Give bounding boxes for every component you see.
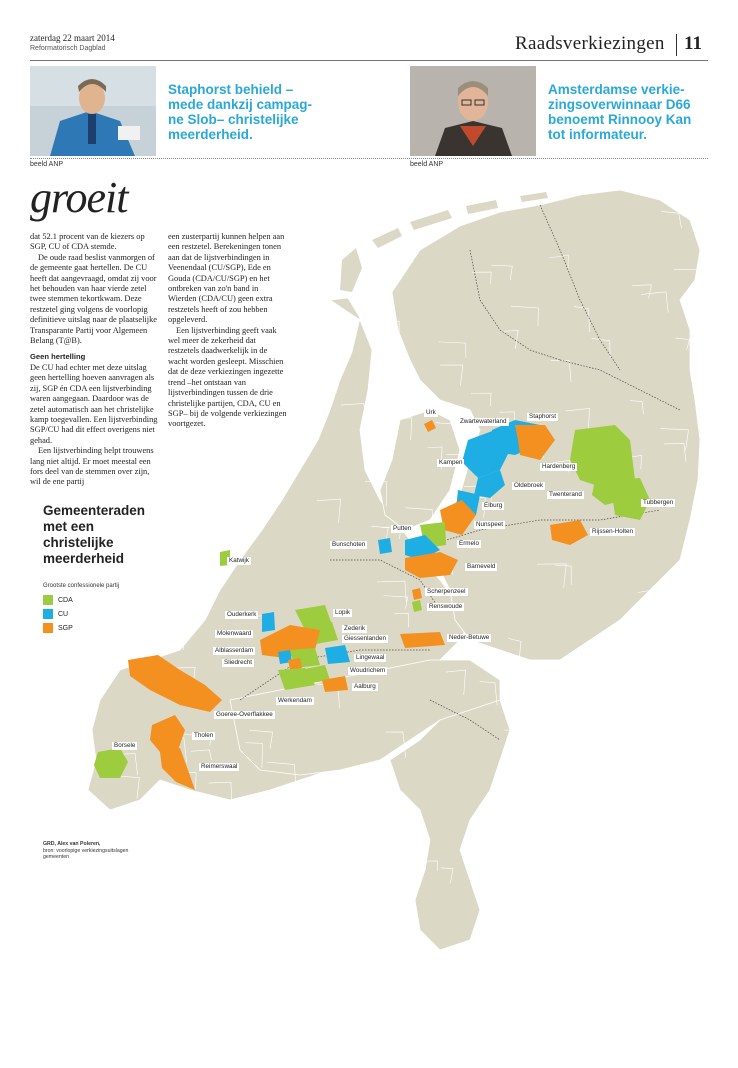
paragraph: Een lijstverbinding geeft vaak wel meer de zekerheid dat restzetels daadwerkelijk in de wacht worden gesleept. Misschien dat de deze verkiezingen ingezette trend –het ontstaan van lijstverbindingen tussen de drie christelijke partijen, CDA, CU en SGP– bij de volgende verkiezingen voortgezet. (168, 325, 287, 429)
municipality-border (235, 492, 262, 514)
paragraph: Een lijstverbinding helpt trouwens lang niet altijd. Er moet meestal een fors deel van de stemmen over zijn, wil de ene partij (30, 446, 154, 487)
teaser-line: meerderheid. (168, 127, 253, 142)
place-label-giessenlanden: Giessenlanden (344, 635, 387, 642)
place-label-goeree-overflakkee: Goeree-Overflakkee (216, 711, 273, 718)
place-label-neder-betuwe: Neder-Betuwe (449, 634, 490, 641)
place-label-woudrichem: Woudrichem (350, 667, 386, 674)
municipality-border (545, 773, 567, 792)
land-vlieland (372, 228, 402, 248)
map-title-line: meerderheid (43, 551, 125, 566)
municipality-border (562, 707, 578, 729)
municipality-border (597, 897, 616, 916)
photo-credit: beeld ANP (30, 161, 64, 168)
source-line: gemeenten (43, 854, 69, 861)
municipality-border (169, 873, 198, 896)
municipality-border (156, 877, 172, 901)
map-source (43, 841, 128, 861)
municipality-border (340, 840, 365, 864)
subheading: Geen hertelling (30, 352, 86, 362)
municipality-border (670, 784, 699, 798)
source-line: bron: voorlopige verkiezingsuitslagen (43, 847, 129, 854)
land-texel (340, 248, 362, 292)
source-line: GRD, Alex van Poleren, (43, 841, 101, 847)
legend-item-sgp (43, 623, 73, 633)
photo-credit: beeld ANP (410, 161, 444, 168)
map-title-line: met een (43, 519, 95, 534)
muni-ouderkerk (262, 612, 275, 632)
place-label-molenwaard: Molenwaard (217, 630, 252, 637)
place-label-zederik: Zederik (344, 625, 365, 632)
paragraph: De CU had echter met deze uitslag geen hertelling hoeven aanvragen als zij, SGP én CDA een lijstverbinding waren aangegaan. Daardoor was de zetel automatisch aan het christelijke kamp toegevallen. Een lijstverbinding SGP/CU had dit effect overigens niet gehad. (30, 362, 158, 445)
page-number: 11 (684, 33, 702, 54)
place-label-nunspeet: Nunspeet (476, 521, 503, 528)
municipality-border (378, 321, 399, 336)
place-label-tholen: Tholen (194, 732, 214, 739)
municipality-border (557, 666, 575, 691)
headline-fragment: groeit (30, 173, 128, 222)
municipality-border (578, 763, 594, 784)
place-label-scherpenzeel: Scherpenzeel (427, 588, 466, 595)
teaser-line: tot informateur. (548, 127, 648, 142)
legend-label: CU (58, 610, 69, 618)
place-label-hardenberg: Hardenberg (542, 463, 576, 470)
muni-sliedrecht (288, 658, 302, 670)
section-title: Raadsverkiezingen (515, 33, 665, 54)
municipality-border (493, 834, 509, 857)
place-label-werkendam: Werkendam (278, 697, 312, 704)
municipality-border (162, 462, 175, 474)
municipality-border (302, 230, 315, 252)
legend-swatch (43, 623, 53, 633)
legend-label: CDA (58, 596, 73, 604)
municipality-border (307, 283, 331, 296)
legend-item-cda (43, 595, 73, 605)
municipality-border (165, 632, 184, 650)
municipality-border (503, 876, 518, 898)
place-label-kampen: Kampen (439, 459, 463, 466)
municipality-border (310, 375, 336, 393)
place-label-lopik: Lopik (335, 609, 351, 616)
municipality-border (182, 491, 209, 513)
land-terschelling (410, 210, 452, 230)
municipality-border (377, 833, 391, 851)
newspaper-name: Reformatorisch Dagblad (30, 45, 106, 52)
municipality-border (376, 376, 393, 395)
place-label-tubbergen: Tubbergen (643, 499, 674, 506)
municipality-border (365, 264, 395, 284)
teaser-line: ne Slob– christelijke (168, 112, 299, 127)
teaser-line: mede dankzij campag- (168, 97, 313, 112)
municipality-border (180, 529, 210, 542)
place-label-bunschoten: Bunschoten (332, 541, 366, 548)
municipality-border (397, 245, 414, 263)
teaser-line: Staphorst behield – (168, 82, 294, 97)
place-label-putten: Putten (393, 525, 412, 532)
municipality-border (568, 717, 586, 736)
legend-swatch (43, 595, 53, 605)
municipality-border (187, 796, 212, 806)
place-label-urk: Urk (426, 409, 436, 416)
place-label-zwartewaterland: Zwartewaterland (460, 418, 507, 425)
paragraph: De oude raad beslist vanmorgen of de gemeente gaat hertellen. De CU heeft dat aangevraagd, omdat zij voor het behouden van haar vierde zetel twee stemmen tekortkwam. Deze restzetel ging volgens de voorlopig definitieve uitslag naar de plaatselijke Transparante Partij voor Algemeen Belang (T@B). (30, 252, 157, 346)
municipality-border (112, 913, 138, 927)
legend-item-cu (43, 609, 68, 619)
place-label-reimerswaal: Reimerswaal (201, 763, 238, 770)
issue-date: zaterdag 22 maart 2014 (30, 33, 115, 43)
municipality-border (624, 893, 643, 920)
municipality-border (377, 875, 401, 886)
land-schiermonnikoog (520, 192, 548, 202)
article-column-2 (168, 232, 288, 430)
municipality-border (180, 857, 205, 877)
municipality-border (387, 800, 412, 827)
muni-bunschoten (378, 538, 392, 554)
place-label-alblasserdam: Alblasserdam (215, 647, 254, 654)
municipality-border (382, 886, 409, 911)
municipality-border (185, 444, 208, 467)
municipality-border (163, 532, 182, 544)
place-label-lingewaal: Lingewaal (356, 654, 385, 661)
municipality-border (668, 649, 686, 665)
municipality-border (667, 579, 681, 595)
place-label-renswoude: Renswoude (429, 603, 463, 610)
legend-swatch (43, 609, 53, 619)
municipality-border (483, 886, 497, 908)
legend-label: SGP (58, 624, 73, 632)
municipality-border (270, 464, 288, 479)
legend-subtitle: Grootste confessionele partij (43, 583, 120, 589)
teaser-line: benoemt Rinnooy Kan (548, 112, 692, 127)
place-label-aalburg: Aalburg (354, 683, 376, 690)
paragraph: dat 52.1 procent van de kiezers op SGP, CU of CDA stemde. (30, 232, 145, 252)
municipality-border (175, 445, 191, 462)
teaser-line: Amsterdamse verkie- (548, 82, 685, 97)
place-label-borsele: Borsele (114, 742, 136, 749)
municipality-border (672, 853, 688, 867)
municipality-border (547, 875, 567, 899)
place-label-ermelo: Ermelo (459, 540, 479, 547)
paragraph: een zusterpartij kunnen helpen aan een restzetel. Berekeningen tonen aan dat de lijstverbindingen in Veenendaal (CU/SGP), Ede en Gouda (CDA/CU/SGP) en het ontbreken van zo'n band in Wierden (CDA/CU) geen extra restzetels heeft of zou hebben opgeleverd. (168, 232, 285, 325)
municipality-border (161, 430, 183, 453)
municipality-border (543, 670, 565, 680)
municipality-border (156, 841, 180, 858)
place-label-staphorst: Staphorst (529, 413, 556, 420)
municipality-border (164, 566, 178, 586)
municipality-border (169, 837, 185, 853)
place-label-oldebroek: Oldebroek (514, 482, 544, 489)
land-ameland (466, 200, 498, 214)
municipality-border (371, 275, 385, 293)
place-label-rijssen-holten: Rijssen-Holten (592, 528, 633, 535)
municipality-border (311, 914, 338, 934)
map-title-line: Gemeenteraden (43, 503, 146, 518)
municipality-border (375, 836, 399, 854)
place-label-barneveld: Barneveld (467, 563, 496, 570)
map-title (43, 503, 145, 567)
place-label-elburg: Elburg (484, 502, 503, 509)
municipality-border (567, 869, 591, 896)
place-label-twenterand: Twenterand (549, 491, 582, 498)
municipality-border (376, 906, 405, 923)
place-label-katwijk: Katwijk (229, 557, 249, 564)
place-label-sliedrecht: Sliedrecht (224, 659, 253, 666)
map-title-line: christelijke (43, 535, 114, 550)
place-label-ouderkerk: Ouderkerk (227, 611, 257, 618)
municipality-border (635, 707, 664, 724)
municipality-border (526, 668, 545, 684)
teaser-line: zingsoverwinnaar D66 (548, 97, 691, 112)
article-column-1 (30, 232, 158, 488)
